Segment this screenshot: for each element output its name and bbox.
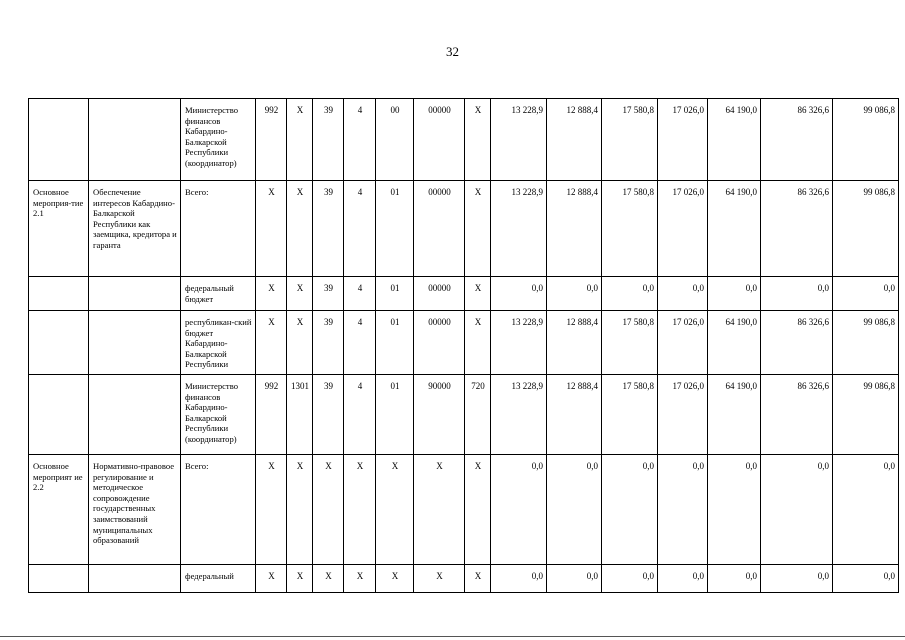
code-cell: Х [465, 455, 491, 565]
value-cell: 86 326,6 [761, 311, 833, 375]
event-cell [89, 375, 181, 455]
value-cell: 12 888,4 [547, 311, 602, 375]
value-cell: 86 326,6 [761, 375, 833, 455]
value-cell: 13 228,9 [491, 311, 547, 375]
value-cell: 86 326,6 [761, 181, 833, 277]
code-cell: Х [256, 565, 287, 593]
code-cell: 720 [465, 375, 491, 455]
code-cell: 39 [313, 311, 344, 375]
code-cell: Х [376, 565, 414, 593]
code-cell: 00 [376, 99, 414, 181]
value-cell: 17 580,8 [602, 311, 658, 375]
code-cell: Х [465, 311, 491, 375]
value-cell: 0,0 [547, 455, 602, 565]
code-cell: Х [287, 277, 313, 311]
code-cell: Х [313, 565, 344, 593]
source-cell: Министерство финансов Кабардино-Балкарской Республики (координатор) [181, 375, 256, 455]
value-cell: 64 190,0 [708, 311, 761, 375]
code-cell: 00000 [414, 99, 465, 181]
code-cell: 4 [344, 181, 376, 277]
code-cell: 39 [313, 375, 344, 455]
table-row [29, 181, 899, 277]
code-cell: 1301 [287, 375, 313, 455]
code-cell: 01 [376, 311, 414, 375]
event-cell [89, 99, 181, 181]
code-cell: 4 [344, 277, 376, 311]
value-cell: 64 190,0 [708, 375, 761, 455]
code-cell: Х [465, 565, 491, 593]
value-cell: 0,0 [658, 565, 708, 593]
program-cell: Основное мероприя-тие 2.1 [29, 181, 89, 277]
code-cell: Х [344, 565, 376, 593]
value-cell: 13 228,9 [491, 99, 547, 181]
table-row [29, 565, 899, 593]
code-cell: Х [256, 277, 287, 311]
code-cell: 01 [376, 181, 414, 277]
value-cell: 0,0 [602, 565, 658, 593]
value-cell: 99 086,8 [833, 99, 899, 181]
code-cell: Х [256, 455, 287, 565]
code-cell: 01 [376, 375, 414, 455]
value-cell: 0,0 [602, 277, 658, 311]
program-cell [29, 277, 89, 311]
value-cell: 0,0 [547, 277, 602, 311]
value-cell: 64 190,0 [708, 181, 761, 277]
value-cell: 17 580,8 [602, 375, 658, 455]
value-cell: 0,0 [833, 455, 899, 565]
source-cell: федеральный [181, 565, 256, 593]
code-cell: 39 [313, 99, 344, 181]
bottom-rule [0, 636, 905, 637]
value-cell: 17 026,0 [658, 311, 708, 375]
value-cell: 0,0 [761, 565, 833, 593]
code-cell: Х [287, 99, 313, 181]
code-cell: Х [287, 455, 313, 565]
code-cell: 00000 [414, 277, 465, 311]
value-cell: 99 086,8 [833, 311, 899, 375]
value-cell: 17 026,0 [658, 99, 708, 181]
value-cell: 0,0 [491, 277, 547, 311]
source-cell: Всего: [181, 455, 256, 565]
code-cell: Х [287, 565, 313, 593]
value-cell: 0,0 [658, 455, 708, 565]
code-cell: 39 [313, 277, 344, 311]
event-cell: Обеспечение интересов Кабардино-Балкарской Республики как заемщика, кредитора и гаранта [89, 181, 181, 277]
program-cell [29, 565, 89, 593]
code-cell: Х [414, 565, 465, 593]
code-cell: Х [465, 99, 491, 181]
table-row [29, 99, 899, 181]
value-cell: 86 326,6 [761, 99, 833, 181]
value-cell: 0,0 [547, 565, 602, 593]
value-cell: 12 888,4 [547, 181, 602, 277]
value-cell: 17 026,0 [658, 181, 708, 277]
code-cell: 4 [344, 375, 376, 455]
event-cell [89, 565, 181, 593]
code-cell: 00000 [414, 181, 465, 277]
code-cell: Х [287, 181, 313, 277]
code-cell: 4 [344, 99, 376, 181]
value-cell: 17 580,8 [602, 181, 658, 277]
value-cell: 0,0 [658, 277, 708, 311]
source-cell: республикан-ский бюджет Кабардино-Балкарской Республики [181, 311, 256, 375]
program-cell [29, 375, 89, 455]
code-cell: Х [344, 455, 376, 565]
value-cell: 99 086,8 [833, 375, 899, 455]
value-cell: 0,0 [491, 455, 547, 565]
event-cell: Нормативно-правовое регулирование и методическое сопровождение государственных заимствований муниципальных образований [89, 455, 181, 565]
value-cell: 0,0 [708, 455, 761, 565]
code-cell: Х [256, 181, 287, 277]
program-cell: Основное мероприят ие 2.2 [29, 455, 89, 565]
table-row [29, 311, 899, 375]
value-cell: 0,0 [761, 277, 833, 311]
code-cell: Х [287, 311, 313, 375]
value-cell: 0,0 [602, 455, 658, 565]
value-cell: 64 190,0 [708, 99, 761, 181]
source-cell: федеральный бюджет [181, 277, 256, 311]
program-cell [29, 311, 89, 375]
event-cell [89, 277, 181, 311]
table-row [29, 375, 899, 455]
value-cell: 0,0 [708, 565, 761, 593]
source-cell: Министерство финансов Кабардино-Балкарской Республики (координатор) [181, 99, 256, 181]
value-cell: 12 888,4 [547, 375, 602, 455]
code-cell: 4 [344, 311, 376, 375]
code-cell: Х [376, 455, 414, 565]
code-cell: 01 [376, 277, 414, 311]
table-row [29, 277, 899, 311]
source-cell: Всего: [181, 181, 256, 277]
code-cell: 90000 [414, 375, 465, 455]
event-cell [89, 311, 181, 375]
code-cell: 00000 [414, 311, 465, 375]
value-cell: 13 228,9 [491, 375, 547, 455]
value-cell: 12 888,4 [547, 99, 602, 181]
code-cell: Х [256, 311, 287, 375]
value-cell: 0,0 [491, 565, 547, 593]
value-cell: 99 086,8 [833, 181, 899, 277]
program-cell [29, 99, 89, 181]
code-cell: 992 [256, 375, 287, 455]
table-row [29, 455, 899, 565]
code-cell: Х [313, 455, 344, 565]
value-cell: 0,0 [833, 277, 899, 311]
value-cell: 17 026,0 [658, 375, 708, 455]
code-cell: Х [465, 277, 491, 311]
page-number: 32 [446, 44, 459, 59]
value-cell: 17 580,8 [602, 99, 658, 181]
value-cell: 0,0 [761, 455, 833, 565]
value-cell: 13 228,9 [491, 181, 547, 277]
value-cell: 0,0 [708, 277, 761, 311]
code-cell: 992 [256, 99, 287, 181]
value-cell: 0,0 [833, 565, 899, 593]
code-cell: 39 [313, 181, 344, 277]
code-cell: Х [414, 455, 465, 565]
code-cell: Х [465, 181, 491, 277]
budget-table [28, 98, 899, 593]
